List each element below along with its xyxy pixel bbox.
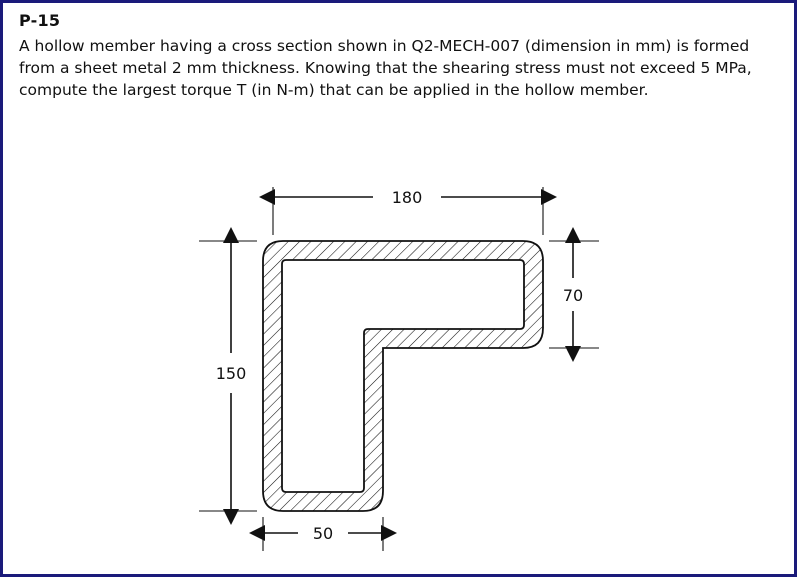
dimension-top-width — [275, 188, 541, 207]
dimension-right-height-label: 70 — [562, 286, 584, 305]
dimension-bottom-width-label: 50 — [312, 524, 334, 543]
cross-section-figure — [3, 153, 794, 573]
dimension-left-height-label: 150 — [215, 364, 247, 383]
problem-statement: A hollow member having a cross section shown in Q2-MECH-007 (dimension in mm) is formed from a sheet metal 2 mm thickness. Knowing that the shearing stress must not exceed 5 MPa, compute the largest torque T (in N-m) that can be applied in the hollow member. — [19, 37, 752, 99]
dimension-left-height — [216, 243, 247, 509]
dimension-right-height — [563, 243, 583, 346]
section-wall — [263, 241, 543, 511]
dimension-top-width-label: 180 — [391, 188, 423, 207]
problem-label: P-15 — [19, 11, 61, 30]
dimension-bottom-width — [265, 524, 381, 543]
